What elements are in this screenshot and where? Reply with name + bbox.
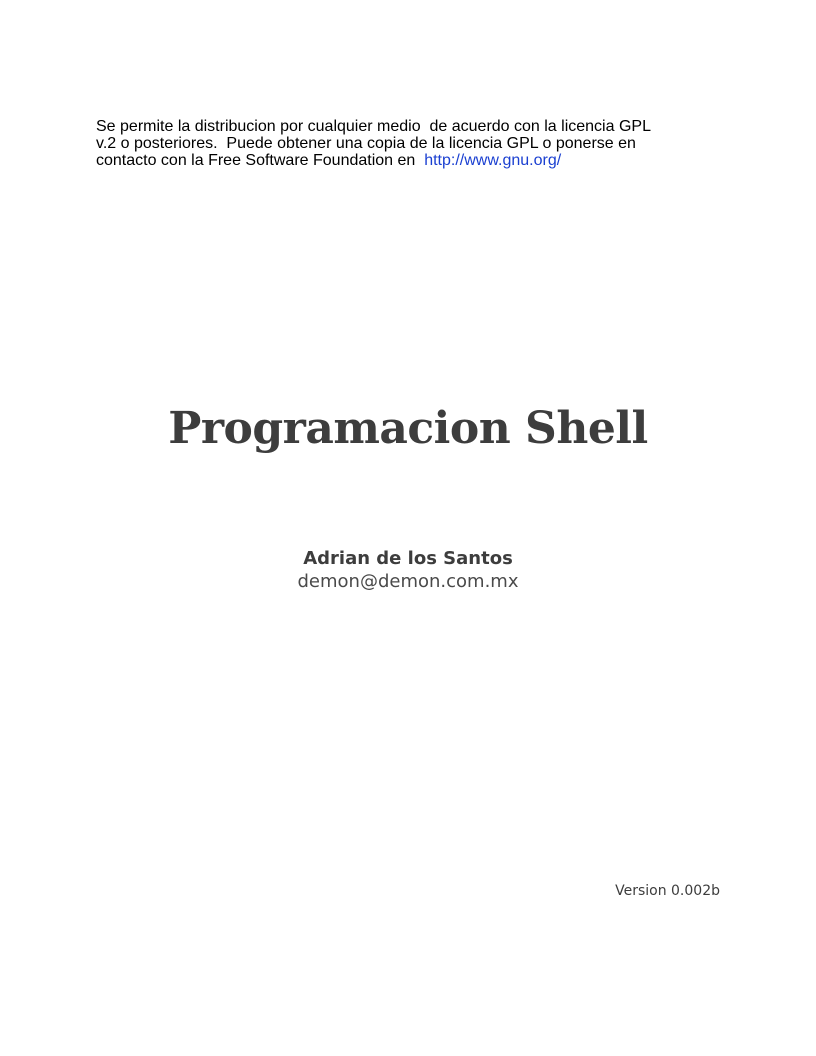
license-line-3-text: contacto con la Free Software Foundation en [96, 152, 425, 169]
author-name: Adrian de los Santos [303, 548, 513, 569]
document-title: Programacion Shell [168, 403, 648, 454]
version-label: Version 0.002b [615, 883, 720, 899]
license-line-3 [96, 152, 716, 169]
gnu-link[interactable]: http://www.gnu.org/ [424, 152, 562, 169]
license-notice [96, 118, 716, 169]
license-line-2: v.2 o posteriores. Puede obtener una copia de la licencia GPL o ponerse en [96, 135, 636, 152]
license-line-1: Se permite la distribucion por cualquier medio de acuerdo con la licencia GPL [96, 118, 651, 135]
author-email: demon@demon.com.mx [297, 571, 519, 592]
